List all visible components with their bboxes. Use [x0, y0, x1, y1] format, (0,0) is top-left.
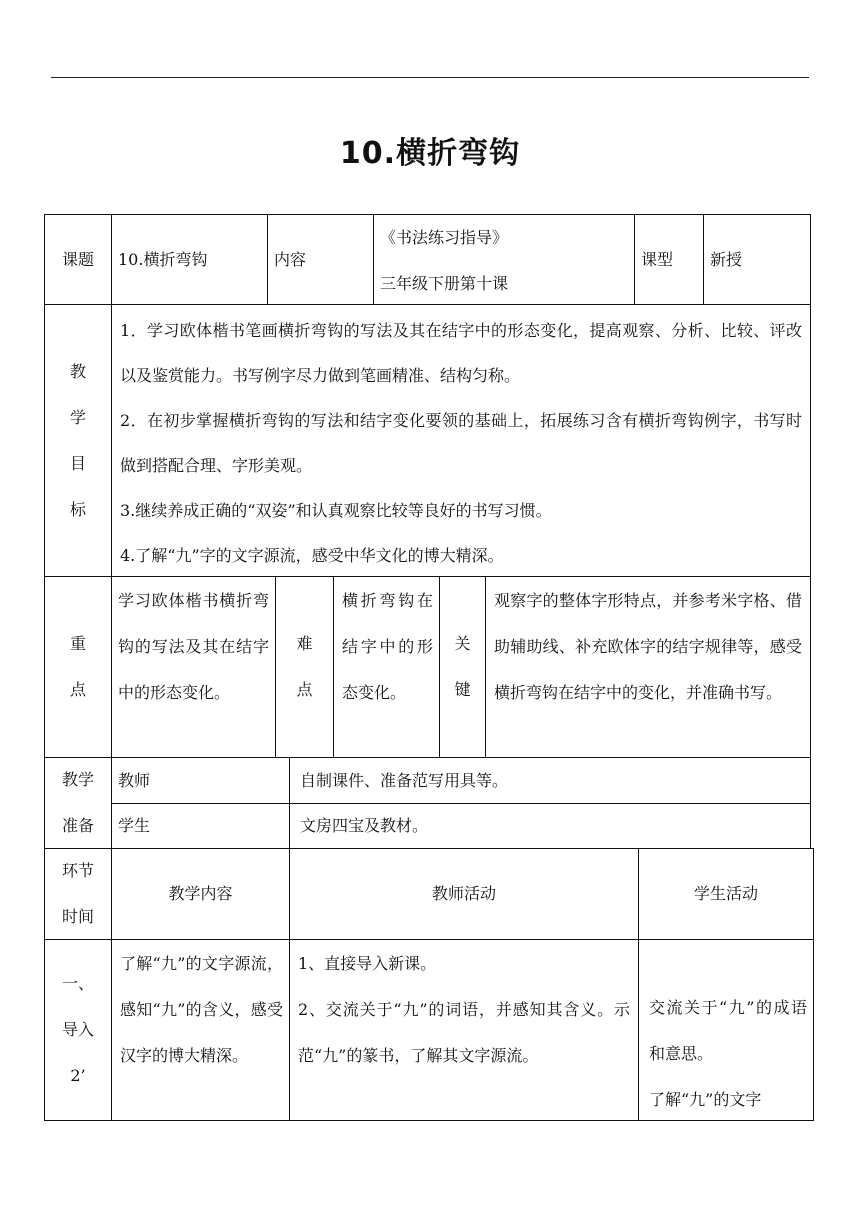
objective-2: 2．在初步掌握横折弯钩的写法和结字变化要领的基础上，拓展练习含有横折弯钩例字，书写时做到搭配合理、字形美观。 — [120, 411, 802, 475]
objectives-label: 教 学 目 标 — [44, 304, 112, 577]
topic-label: 课题 — [44, 214, 112, 305]
difficult-point-text: 横折弯钩在结字中的形态变化。 — [333, 576, 440, 758]
objective-1: 1．学习欧体楷书笔画横折弯钩的写法及其在结字中的形态变化，提高观察、分析、比较、评改以及鉴赏能力。书写例字尽力做到笔画精准、结构匀称。 — [120, 321, 802, 385]
critical-label: 关 键 — [439, 576, 486, 758]
header-rule — [51, 77, 809, 78]
topic-value: 10.横折弯钩 — [111, 214, 268, 305]
prep-teacher-text: 自制课件、准备范写用具等。 — [289, 757, 811, 804]
teaching-content-header: 教学内容 — [111, 848, 290, 940]
content-cell — [373, 214, 635, 305]
student-activity-line-2: 了解“九”的文字 — [649, 1090, 762, 1109]
type-label: 课型 — [634, 214, 704, 305]
teacher-activity-line-1: 1、直接导入新课。 — [298, 954, 437, 973]
objective-3: 3.继续养成正确的“双姿”和认真观察比较等良好的书写习惯。 — [120, 501, 552, 520]
prep-student-text: 文房四宝及教材。 — [289, 803, 811, 849]
student-activity-line-1: 交流关于“九”的成语和意思。 — [649, 998, 807, 1063]
teacher-activity-line-2: 2、交流关于“九”的词语，并感知其含义。示范“九”的篆书，了解其文字源流。 — [298, 1000, 630, 1065]
stage-1-teacher-activity — [289, 939, 639, 1121]
prep-teacher-label: 教师 — [111, 757, 290, 804]
content-line-2: 三年级下册第十课 — [380, 274, 509, 293]
content-line-1: 《书法练习指导》 — [380, 228, 509, 247]
objective-4: 4.了解“九”字的文字源流，感受中华文化的博大精深。 — [120, 546, 504, 565]
student-activity-header: 学生活动 — [638, 848, 814, 940]
content-label: 内容 — [267, 214, 374, 305]
teacher-activity-header: 教师活动 — [289, 848, 639, 940]
key-point-text: 学习欧体楷书横折弯钩的写法及其在结字中的形态变化。 — [111, 576, 276, 758]
stage-1-label: 一、 导入 2’ — [44, 939, 112, 1121]
difficult-point-label: 难 点 — [275, 576, 334, 758]
page-title: 10.横折弯钩 — [339, 136, 521, 171]
critical-text: 观察字的整体字形特点，并参考米字格、借助辅助线、补充欧体字的结字规律等，感受横折弯钩在结字中的变化，并准确书写。 — [485, 576, 811, 758]
key-point-label: 重 点 — [44, 576, 112, 758]
stage-1-student-activity — [638, 939, 814, 1121]
prep-label: 教学 准备 — [44, 757, 112, 849]
objectives-text — [111, 304, 811, 577]
stage-1-content: 了解“九”的文字源流，感知“九”的含义，感受汉字的博大精深。 — [111, 939, 290, 1121]
prep-student-label: 学生 — [111, 803, 290, 849]
type-value: 新授 — [703, 214, 811, 305]
stage-time-label: 环节 时间 — [44, 848, 112, 940]
